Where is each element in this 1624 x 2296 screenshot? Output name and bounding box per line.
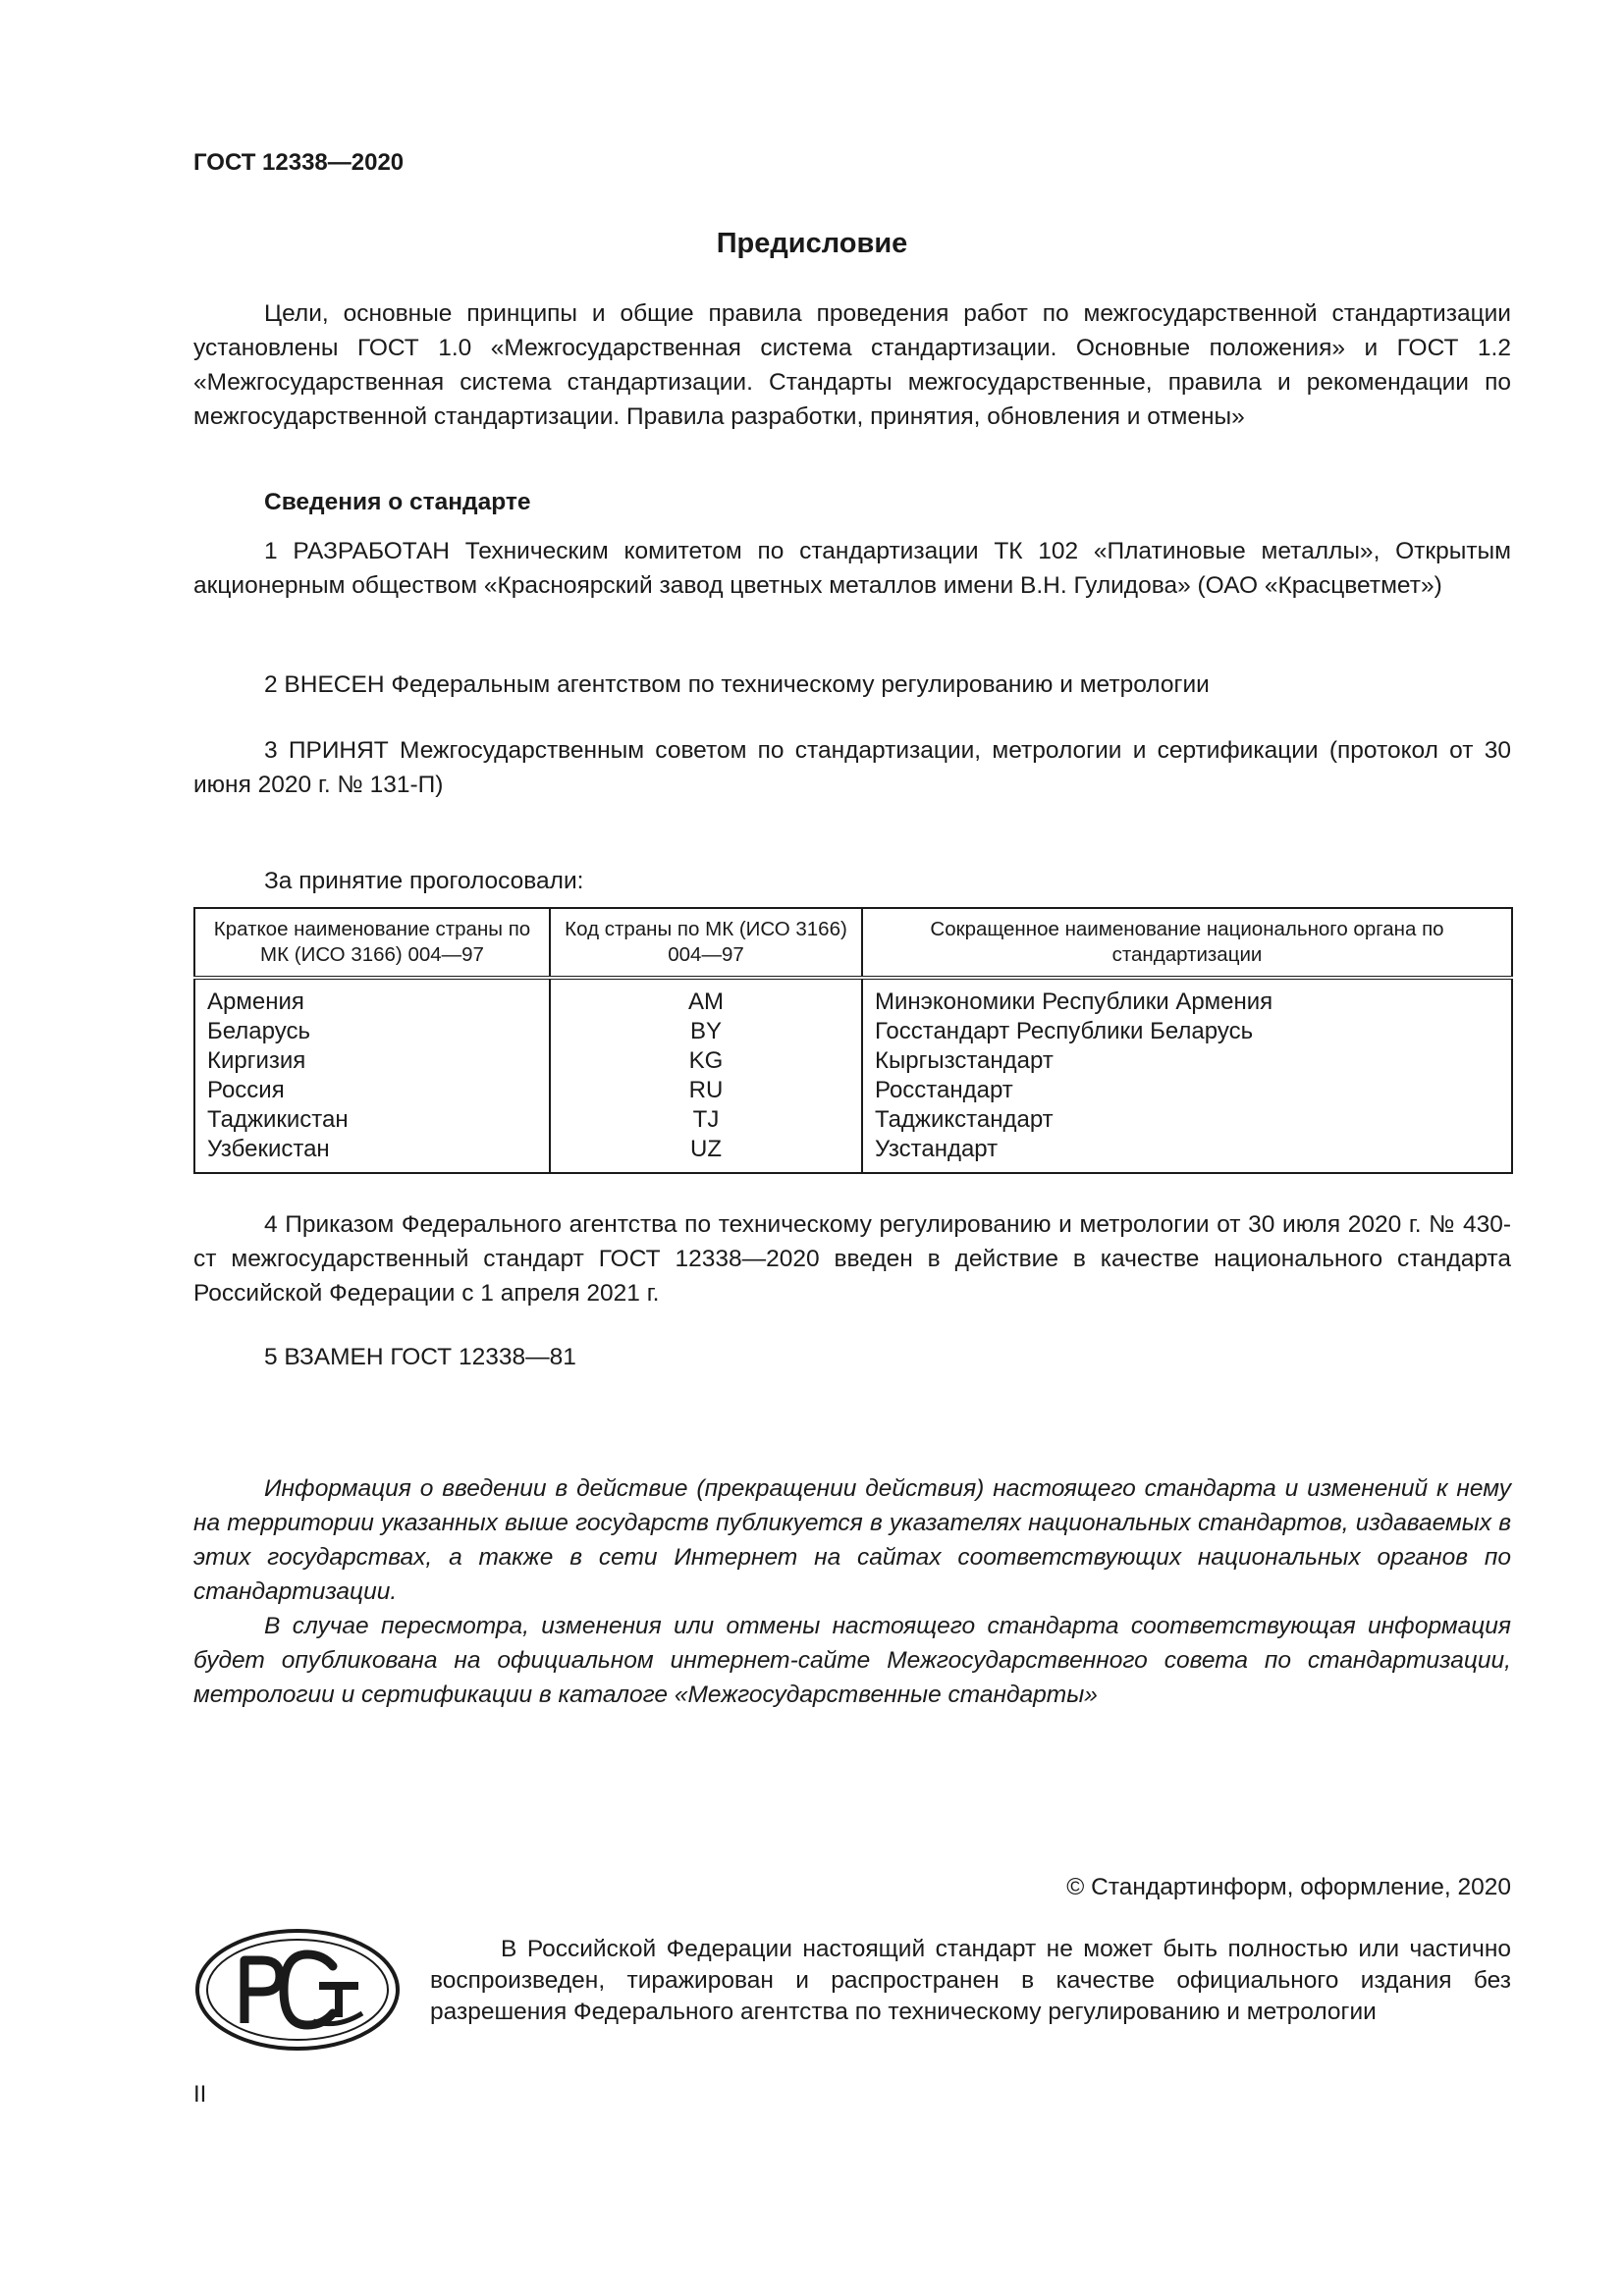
table-row	[194, 1046, 1512, 1076]
page-title: Предисловие	[716, 228, 908, 259]
body-cell: Госстандарт Республики Беларусь	[862, 1017, 1512, 1046]
country-cell: Таджикистан	[207, 1106, 349, 1133]
item-1-developed: 1 РАЗРАБОТАН Техническим комитетом по стандартизации ТК 102 «Платиновые металлы», Открытым акционерным обществом «Красноярский завод цветных металлов имени В.Н. Гулидова» (ОАО «Красцветмет»)	[193, 538, 1511, 599]
table-header-row	[194, 908, 1512, 978]
country-cell: Киргизия	[207, 1047, 306, 1074]
page-number: II	[193, 2081, 207, 2108]
item-5-replaces: 5 ВЗАМЕН ГОСТ 12338—81	[264, 1344, 576, 1370]
code-cell: UZ	[550, 1135, 862, 1173]
table-row	[194, 978, 1512, 1017]
code-cell: KG	[550, 1046, 862, 1076]
copyright-line: © Стандартинформ, оформление, 2020	[1066, 1874, 1511, 1900]
country-cell: Беларусь	[207, 1018, 310, 1044]
vote-intro: За принятие проголосовали:	[264, 868, 584, 894]
country-cell: Узбекистан	[207, 1136, 330, 1162]
country-cell: Армения	[207, 988, 304, 1015]
body-cell: Узстандарт	[862, 1135, 1512, 1173]
column-header-code: Код страны по МК (ИСО 3166) 004—97	[550, 908, 862, 978]
column-header-country: Краткое наименование страны по МК (ИСО 3166) 004—97	[194, 908, 550, 978]
section-heading: Сведения о стандарте	[264, 489, 531, 515]
code-cell: TJ	[550, 1105, 862, 1135]
intro-paragraph: Цели, основные принципы и общие правила проведения работ по межгосударственной стандартизации установлены ГОСТ 1.0 «Межгосударственная система стандартизации. Основные положения» и ГОСТ 1.2 «Межгосударственная система стандартизации. Стандарты межгосударственные, правила и рекомендации по межгосударственной стандартизации. Правила разработки, принятия, обновления и отмены»	[193, 300, 1511, 430]
body-cell: Кыргызстандарт	[862, 1046, 1512, 1076]
country-cell: Россия	[207, 1077, 285, 1103]
document-code: ГОСТ 12338—2020	[193, 149, 405, 176]
table-row	[194, 1017, 1512, 1046]
code-cell: AM	[550, 978, 862, 1017]
info-paragraph-2: В случае пересмотра, изменения или отмены настоящего стандарта соответствующая информация будет опубликована на официальном интернет-сайте Межгосударственного совета по стандартизации, метрологии и сертификации в каталоге «Межгосударственные стандарты»	[193, 1613, 1511, 1708]
column-header-body: Сокращенное наименование национального органа по стандартизации	[862, 908, 1512, 978]
table-row	[194, 1105, 1512, 1135]
body-cell: Минэкономики Республики Армения	[862, 978, 1512, 1017]
body-cell: Таджикстандарт	[862, 1105, 1512, 1135]
item-2-submitted: 2 ВНЕСЕН Федеральным агентством по техническому регулированию и метрологии	[264, 671, 1210, 698]
reproduction-notice: В Российской Федерации настоящий стандарт не может быть полностью или частично воспроизведен, тиражирован и распространен в качестве официального издания без разрешения Федерального агентства по техническому регулированию и метрологии	[430, 1936, 1511, 2025]
rst-certification-mark-icon	[193, 1927, 402, 2053]
table-row	[194, 1135, 1512, 1173]
info-paragraph-1: Информация о введении в действие (прекращении действия) настоящего стандарта и изменений к нему на территории указанных выше государств публикуется в указателях национальных стандартов, издаваемых в этих государствах, а также в сети Интернет на сайтах соответствующих национальных органов по стандартизации.	[193, 1475, 1511, 1605]
voting-table	[193, 907, 1513, 1174]
body-cell: Росстандарт	[862, 1076, 1512, 1105]
table-row	[194, 1076, 1512, 1105]
code-cell: BY	[550, 1017, 862, 1046]
code-cell: RU	[550, 1076, 862, 1105]
item-3-adopted: 3 ПРИНЯТ Межгосударственным советом по стандартизации, метрологии и сертификации (протокол от 30 июня 2020 г. № 131-П)	[193, 737, 1511, 798]
item-4-enacted: 4 Приказом Федерального агентства по техническому регулированию и метрологии от 30 июля 2020 г. № 430-ст межгосударственный стандарт ГОСТ 12338—2020 введен в действие в качестве национального стандарта Российской Федерации с 1 апреля 2021 г.	[193, 1211, 1511, 1307]
